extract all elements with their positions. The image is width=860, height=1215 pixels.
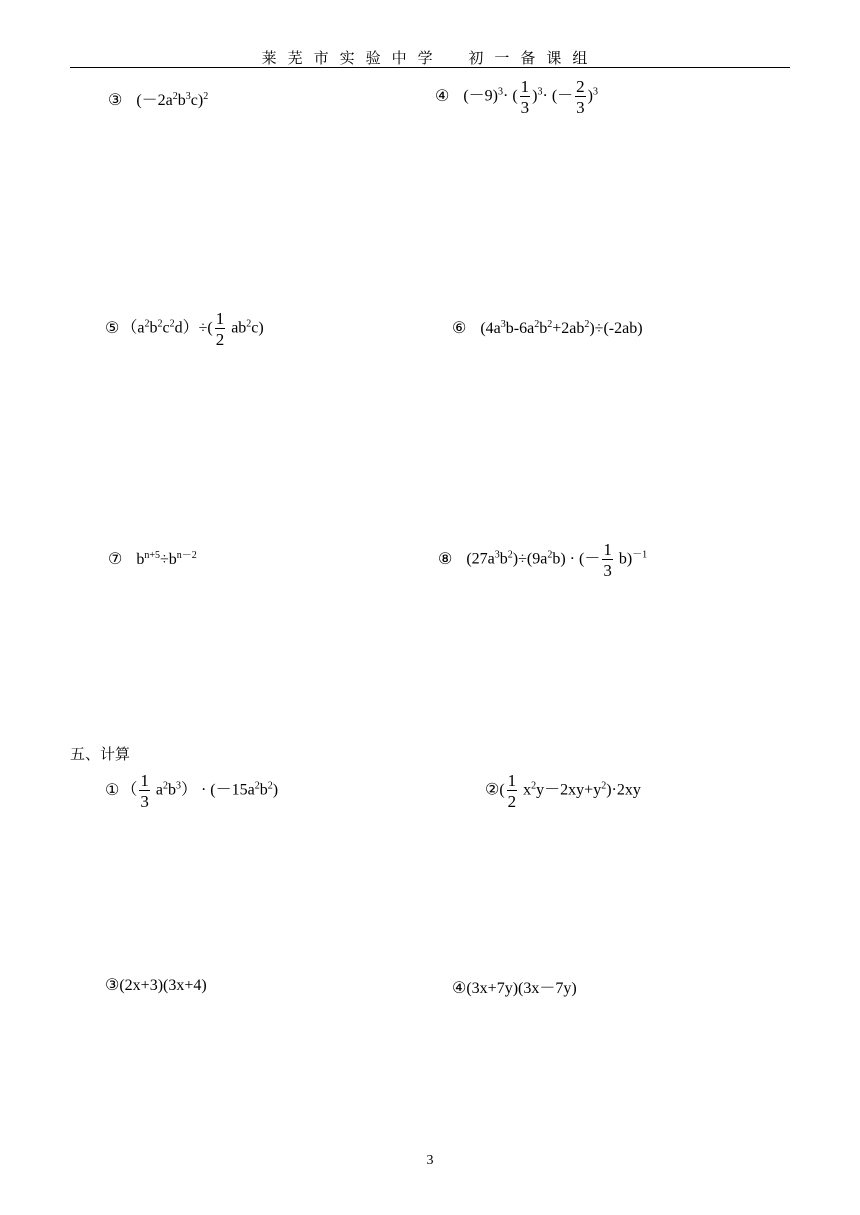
expr-text: b <box>177 92 186 109</box>
expr-text: b) · (－ <box>552 550 601 568</box>
expr-text: d）÷( <box>174 319 213 337</box>
denominator: 3 <box>140 792 149 811</box>
exponent: 3 <box>537 86 543 98</box>
exponent: 3 <box>494 549 500 561</box>
exponent: 2 <box>601 780 607 792</box>
numerator: 2 <box>576 77 585 96</box>
expr-text: ) <box>587 87 593 105</box>
denominator: 2 <box>215 330 225 349</box>
exponent: 2 <box>157 318 163 330</box>
section-title: 五、计算 <box>70 745 131 763</box>
problem-number: ⑤ <box>105 319 120 337</box>
expr-text: ) <box>272 781 279 799</box>
page-number: 3 <box>426 1153 434 1168</box>
denominator: 2 <box>507 792 517 811</box>
page-header: 莱芜市实验中学 初一备课组 <box>261 51 599 67</box>
expr-text: ( <box>499 781 505 799</box>
expr-text: (2x+3)(3x+4) <box>119 977 207 994</box>
numerator: 1 <box>603 540 612 559</box>
numerator: 1 <box>507 771 517 790</box>
expr-text: b <box>259 781 268 799</box>
expr-text: y－2xy+y <box>536 781 602 799</box>
exponent: 2 <box>547 319 553 330</box>
expr-text: (－9) <box>463 87 499 105</box>
header-rule <box>70 67 790 68</box>
problem-5-4 <box>452 975 577 998</box>
fraction <box>139 772 150 810</box>
expr-text: c) <box>190 92 204 109</box>
fraction <box>575 78 586 116</box>
expr-text: b <box>167 781 176 799</box>
exponent: 3 <box>498 86 504 98</box>
exponent: 3 <box>593 86 598 98</box>
fraction <box>520 78 531 116</box>
expr-text: (27a <box>466 550 495 568</box>
problem-number: ② <box>485 781 500 799</box>
exponent: 2 <box>507 549 513 561</box>
problem-4-8 <box>438 541 647 579</box>
problem-number: ③ <box>105 977 120 994</box>
exponent: 2 <box>203 91 209 102</box>
problem-number: ⑧ <box>438 550 453 568</box>
denominator: 3 <box>603 561 612 580</box>
expr-text: c <box>162 319 170 337</box>
exponent: 2 <box>246 318 252 330</box>
problem-4-5 <box>105 310 264 348</box>
exponent: 2 <box>584 319 590 330</box>
fraction <box>215 310 226 348</box>
exponent: 3 <box>185 91 191 102</box>
expr-text: （ <box>121 781 138 799</box>
numerator: 1 <box>140 771 149 790</box>
exponent: 3 <box>175 780 181 792</box>
problem-number: ① <box>105 781 120 799</box>
expr-text: )÷(-2ab) <box>589 320 643 337</box>
problem-5-1 <box>105 772 278 810</box>
denominator: 3 <box>520 98 530 117</box>
expr-text: b) <box>614 550 633 568</box>
expr-text: b <box>539 320 548 337</box>
exponent: －1 <box>632 549 648 561</box>
problem-5-3 <box>105 975 207 995</box>
expr-text: b <box>499 550 508 568</box>
expr-text: ) <box>532 87 538 105</box>
exponent: 2 <box>267 780 273 792</box>
expr-text: (－2a <box>136 92 173 109</box>
fraction <box>602 541 613 579</box>
problem-number: ③ <box>108 92 123 109</box>
exponent: n+5 <box>144 550 160 561</box>
exponent: 2 <box>172 91 178 102</box>
expr-text: （a <box>121 319 145 337</box>
expr-text: )÷(9a <box>512 550 548 568</box>
expr-text: a <box>151 781 163 799</box>
expr-text: b <box>136 551 145 568</box>
exponent: 2 <box>534 319 540 330</box>
problem-5-2 <box>485 772 641 810</box>
denominator: 3 <box>576 98 585 117</box>
problem-4-6 <box>452 318 643 338</box>
fraction <box>507 772 518 810</box>
exponent: n－2 <box>176 550 197 561</box>
exponent: 2 <box>547 549 553 561</box>
problem-number: ④ <box>452 980 467 997</box>
problem-4-4 <box>435 78 598 116</box>
exponent: 2 <box>531 780 537 792</box>
expr-text: (3x+7y)(3x－7y) <box>466 980 577 997</box>
exponent: 2 <box>169 318 175 330</box>
problem-4-7 <box>108 549 197 569</box>
expr-text: b <box>149 319 158 337</box>
exponent: 2 <box>162 780 168 792</box>
expr-text: · ( <box>503 87 518 105</box>
expr-text: ） · (－15a <box>180 781 255 799</box>
expr-text: c) <box>251 319 264 337</box>
problem-number: ④ <box>435 87 450 105</box>
exponent: 2 <box>254 780 260 792</box>
expr-text: (4a <box>480 320 501 337</box>
exponent: 3 <box>500 319 506 330</box>
expr-text: +2ab <box>552 320 585 337</box>
expr-text: ÷b <box>159 551 177 568</box>
expr-text: · (－ <box>542 87 574 105</box>
expr-text: x <box>519 781 532 799</box>
expr-text: b-6a <box>505 320 535 337</box>
problem-number: ⑥ <box>452 320 467 337</box>
numerator: 1 <box>520 77 530 96</box>
expr-text: ab <box>227 319 247 337</box>
exponent: 2 <box>144 318 150 330</box>
numerator: 1 <box>215 309 225 328</box>
problem-4-3 <box>108 87 208 110</box>
problem-number: ⑦ <box>108 551 123 568</box>
expr-text: )·2xy <box>606 781 641 799</box>
